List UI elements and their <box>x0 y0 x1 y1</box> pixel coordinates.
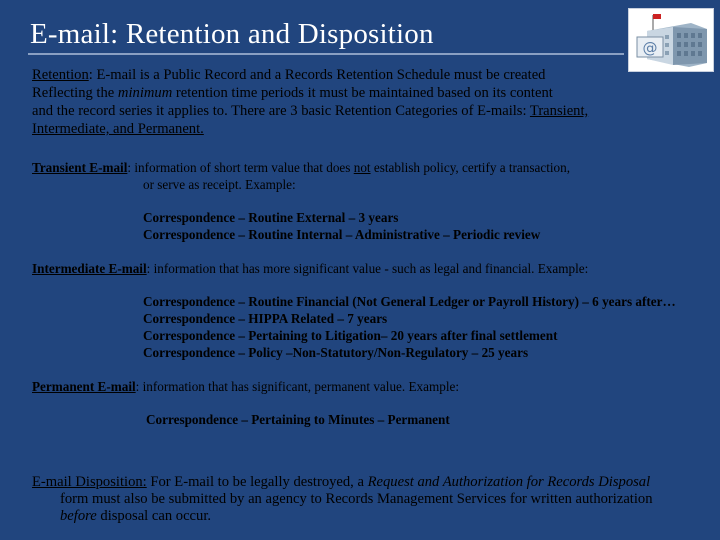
disposition-label: E-mail Disposition: <box>32 474 147 490</box>
permanent-desc: : information that has significant, permanent value. Example: <box>135 379 460 394</box>
intermediate-example-1: Correspondence – Routine Financial (Not General Ledger or Payroll History) – 6 years after… <box>143 294 676 309</box>
intermediate-example-4: Correspondence – Policy –Non-Statutory/Non-Regulatory – 25 years <box>143 345 529 360</box>
retention-categories-link-1: Transient, <box>529 103 589 119</box>
intermediate-example-2: Correspondence – HIPPA Related – 7 years <box>143 311 388 326</box>
disposition-line-1-text: For E-mail to be legally destroyed, a <box>146 474 368 490</box>
disposition-line-2: form must also be submitted by an agency to Records Management Services for written authorization <box>60 491 653 507</box>
transient-label: Transient E-mail <box>32 160 128 175</box>
retention-line-2 <box>32 84 553 102</box>
retention-minimum-emphasis: minimum <box>117 85 173 101</box>
disposition-line-1 <box>32 473 650 491</box>
intermediate-example-3: Correspondence – Pertaining to Litigation– 20 years after final settlement <box>143 328 558 343</box>
retention-line-1-text: : E-mail is a Public Record and a Records Retention Schedule must be created <box>88 67 546 83</box>
intermediate-label: Intermediate E-mail <box>32 261 147 276</box>
permanent-line <box>32 379 459 396</box>
title-underline <box>28 53 624 55</box>
retention-line-2-pre: Reflecting the <box>32 85 118 101</box>
logo-at-symbol: @ <box>642 39 658 57</box>
transient-line-2: or serve as receipt. Example: <box>143 177 296 192</box>
transient-not-emphasis: not <box>353 160 371 175</box>
retention-line-3-text: and the record series it applies to. There are 3 basic Retention Categories of E-mails: <box>32 103 530 119</box>
disposition-line-3-text: disposal can occur. <box>96 508 212 524</box>
retention-categories-link-2: Intermediate, and Permanent. <box>32 121 204 137</box>
email-mailbox-building-icon <box>628 8 714 72</box>
permanent-label: Permanent E-mail <box>32 379 136 394</box>
transient-desc-pre: : information of short term value that does <box>127 160 354 175</box>
intermediate-line <box>32 261 588 278</box>
disposition-line-3 <box>60 507 211 525</box>
retention-line-3 <box>32 102 588 120</box>
transient-example-2: Correspondence – Routine Internal – Administrative – Periodic review <box>143 227 541 242</box>
transient-desc-post: establish policy, certify a transaction, <box>370 160 571 175</box>
permanent-example-1: Correspondence – Pertaining to Minutes – Permanent <box>146 412 450 427</box>
retention-line-4 <box>32 120 204 138</box>
retention-line-1 <box>32 66 545 84</box>
retention-term: Retention <box>32 67 89 83</box>
transient-line-1 <box>32 160 570 177</box>
intermediate-desc: : information that has more significant value - such as legal and financial. Example: <box>146 261 589 276</box>
transient-example-1: Correspondence – Routine External – 3 years <box>143 210 399 225</box>
disposition-form-name: Request and Authorization for Records Disposal <box>367 474 651 490</box>
disposition-before-emphasis: before <box>60 508 97 524</box>
retention-line-2-post: retention time periods it must be maintained based on its content <box>172 85 553 101</box>
slide-title: E-mail: Retention and Disposition <box>30 18 434 50</box>
